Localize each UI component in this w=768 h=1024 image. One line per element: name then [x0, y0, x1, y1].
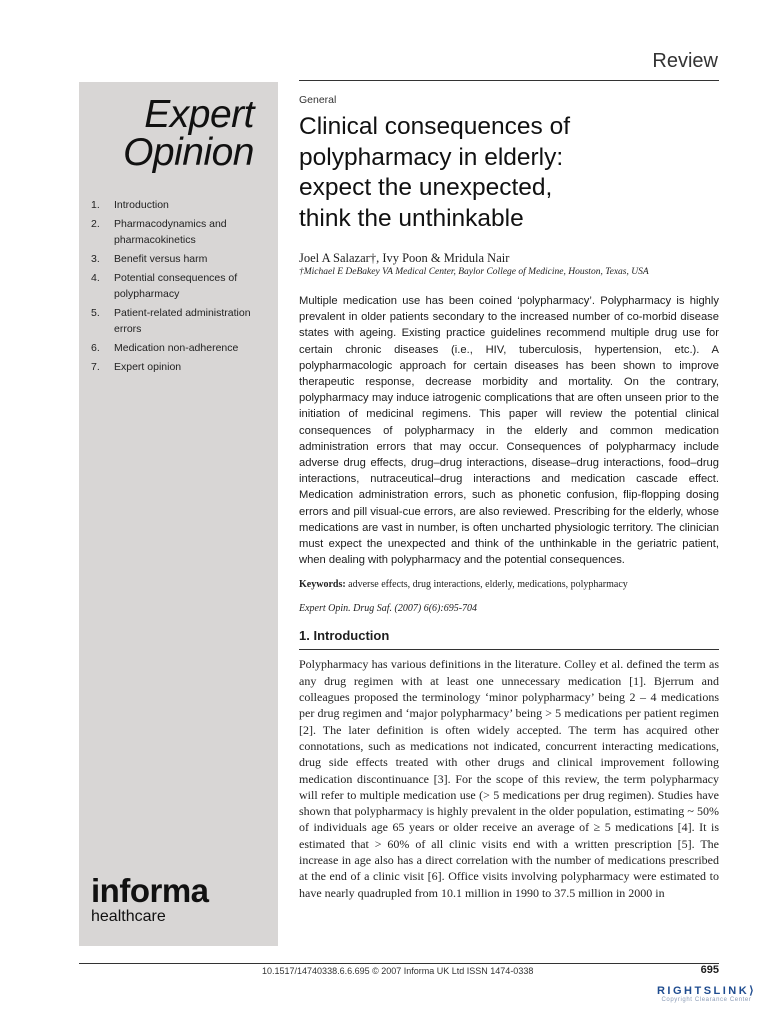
introduction-text: Polypharmacy has various definitions in the literature. Colley et al. defined the term as any drug regimen with at least one unnecessary medication [1]. Bjerrum and colleagues proposed the terminology ‘minor polypharmacy’ being 2 – 4 medications per drug regimen and ‘major polypharmacy’ being > 5 medications per patient regimen [2]. The later definition is often widely accepted. The term has acquired other connotations, such as medications not indicated, concurrent interacting medications, drug side effects treated with other drugs and clinical improvement following medication discontinuance [3]. For the scope of this review, the term polypharmacy will refer to multiple medication use (> 5 medications per drug regimen). Studies have shown that polypharmacy is highly prevalent in the older population, estimating ~ 50% of individuals age 65 years or older receive an average of ≥ 5 medications [4]. It is estimated that > 60% of all clinic visits end with a written prescription [5]. The increase in age also has a direct correlation with the number of medications prescribed at the end of a clinic visit [6]. Office visits involving polypharmacy were estimated to have nearly quadrupled from 10.1 million in 1990 to 37.5 million in 2000 in — [299, 657, 719, 900]
keywords — [299, 578, 719, 592]
toc-item — [91, 359, 276, 375]
toc-item — [91, 216, 276, 248]
toc-item-number: 2. — [91, 218, 100, 230]
toc-item-number: 7. — [91, 361, 100, 373]
toc-item-number: 6. — [91, 342, 100, 354]
title-line: think the unthinkable — [299, 204, 524, 232]
brand-line-1: Expert — [144, 93, 254, 136]
chevron-right-icon: ⟩ — [749, 985, 756, 997]
authors: Joel A Salazar†, Ivy Poon & Mridula Nair — [299, 251, 510, 265]
toc-item — [91, 305, 276, 337]
keywords-label: Keywords: — [299, 579, 346, 591]
publisher-subtitle: healthcare — [91, 908, 166, 925]
footer-rule — [79, 963, 719, 964]
affiliation: †Michael E DeBakey VA Medical Center, Baylor College of Medicine, Houston, Texas, USA — [299, 267, 649, 277]
toc-item-label: Patient-related administration errors — [114, 307, 251, 335]
sidebar — [79, 82, 278, 946]
toc-item — [91, 340, 276, 356]
publisher-logo — [91, 874, 209, 926]
section-heading-introduction: 1. Introduction — [299, 628, 719, 650]
journal-brand — [123, 93, 254, 174]
rightslink-subtitle: Copyright Clearance Center — [661, 997, 752, 1003]
abstract: Multiple medication use has been coined ‘polypharmacy’. Polypharmacy is highly prevalent in older patients secondary to the increased number of co-morbid disease states with ageing. Existing practice guidelines recommend multiple drug use for certain chronic diseases (i.e., HIV, tuberculosis, hypertension, etc.). A polypharmacologic approach for certain diseases has been shown to improve therapeutic response, decrease morbidity and mortality. On the contrary, polypharmacy may induce iatrogenic complications that are often unseen prior to the initiation of medicinal regimens. This paper will review the potential clinical consequences of polypharmacy in the elderly and common medication administration errors that may occur. Consequences of polypharmacy include adverse drug effects, drug–drug interactions, disease–drug interactions, food–drug interactions, nutraceutical–drug interactions and medication cascade effect. Medication administration errors, such as phonetic confusion, flip-flopping dosing errors and pill visual-cue errors, are also reviewed. Prescribing for the elderly, whose medications are vast in number, is often uncharted physiologic territory. The clinician must expect the unexpected and think of the unthinkable in the geriatric patient, when dealing with polypharmacy and the potential consequences. — [299, 295, 719, 567]
toc-item-number: 1. — [91, 199, 100, 211]
doi-line: 10.1517/14740338.6.6.695 © 2007 Informa UK Ltd ISSN 1474-0338 — [262, 966, 534, 976]
toc-item-label: Introduction — [114, 199, 169, 211]
toc-item-label: Pharmacodynamics and pharmacokinetics — [114, 218, 227, 246]
toc-item-number: 3. — [91, 253, 100, 265]
toc-item-label: Potential consequences of polypharmacy — [114, 272, 238, 300]
title-line: Clinical consequences of — [299, 113, 571, 140]
page-number: 695 — [700, 964, 719, 976]
citation: Expert Opin. Drug Saf. (2007) 6(6):695-704 — [299, 603, 478, 615]
rightslink-logo — [657, 984, 756, 997]
article-category: General — [299, 94, 337, 106]
table-of-contents — [91, 197, 276, 378]
toc-item-number: 5. — [91, 307, 100, 319]
title-line: expect the unexpected, — [299, 174, 553, 201]
toc-item-label: Benefit versus harm — [114, 253, 208, 265]
publisher-name: informa — [91, 872, 209, 909]
rightslink-badge[interactable] — [657, 984, 756, 1003]
toc-item-number: 4. — [91, 272, 100, 284]
toc-item — [91, 251, 276, 267]
toc-item — [91, 197, 276, 213]
toc-item-label: Expert opinion — [114, 361, 182, 373]
toc-item — [91, 270, 276, 302]
article-title — [299, 112, 719, 234]
keywords-list: adverse effects, drug interactions, elderly, medications, polypharmacy — [348, 579, 628, 591]
section-label: Review — [652, 50, 718, 72]
title-line: polypharmacy in elderly: — [299, 143, 564, 171]
top-rule — [299, 80, 719, 81]
article — [299, 94, 719, 901]
rightslink-text: RIGHTSLINK — [656, 985, 750, 997]
toc-item-label: Medication non-adherence — [114, 342, 239, 354]
brand-line-2: Opinion — [123, 131, 254, 174]
